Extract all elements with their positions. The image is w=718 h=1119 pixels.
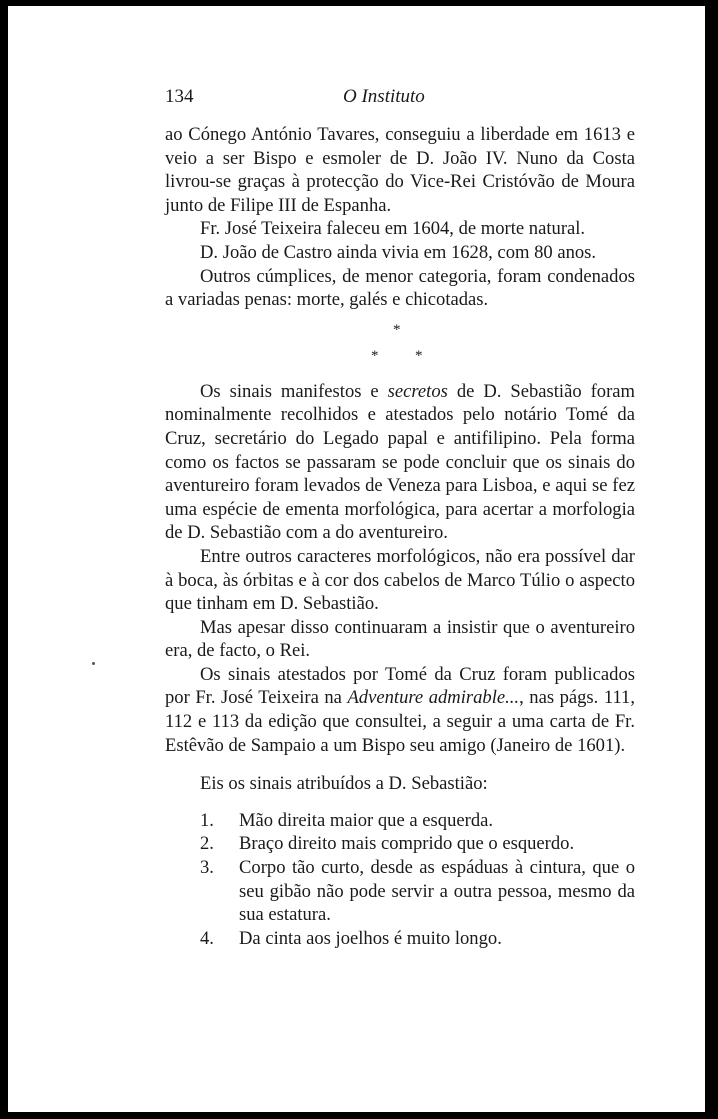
list-item-number: 2.: [200, 833, 214, 855]
section-asterism: [165, 312, 635, 380]
list-item: [165, 832, 635, 856]
paragraph-morphology: Entre outros caracteres morfológicos, não era possível dar à boca, às órbitas e à cor dos cabelos de Marco Túlio o aspecto que tinham em D. Sebastião.: [165, 545, 635, 615]
list-item-number: 4.: [200, 927, 214, 949]
asterism-star: *: [371, 347, 379, 364]
paragraph-published-rest: , nas págs. 111, 112 e 113 da edição que consultei, a seguir a uma carta de Fr. Estêvão de Sampaio a um Bispo seu amigo (Janeiro de 1601).: [165, 687, 635, 756]
paragraph-continuation: ao Cónego António Tavares, conseguiu a liberdade em 1613 e veio a ser Bispo e esmoler de D. João IV. Nuno da Costa livrou-se graças à protecção do Vice-Rei Cristóvão de Moura junto de Filipe III de Espanha.: [165, 124, 635, 216]
list-item-text: Braço direito mais comprido que o esquerdo.: [239, 833, 575, 855]
page-header: [165, 84, 635, 112]
list-item-number: 3.: [200, 857, 214, 879]
running-title: O Instituto: [343, 86, 425, 107]
italic-secretos: secretos: [387, 380, 448, 402]
signs-list: [165, 809, 635, 951]
paragraph-signs-rest: de D. Sebastião foram nominalmente recolhidos e atestados pelo notário Tomé da Cruz, secretário do Legado papal e antifilipino. Pela forma como os factos se passaram se pode concluir que os sinais do aventureiro foram levados de Veneza para Lisboa, e aqui se fez uma espécie de ementa morfológica, para acertar a morfologia de D. Sebastião com a do aventureiro.: [165, 380, 635, 544]
paragraph-signs: [165, 380, 635, 545]
list-item-text: Corpo tão curto, desde as espáduas à cintura, que o seu gibão não pode servir a outra pessoa, mesmo da sua estatura.: [239, 857, 635, 926]
scan-speck: [92, 662, 95, 665]
paragraph-teixeira-death: Fr. José Teixeira faleceu em 1604, de morte natural.: [200, 218, 586, 240]
paragraph-castro-alive: D. João de Castro ainda vivia em 1628, com 80 anos.: [200, 241, 597, 263]
asterism-star: *: [393, 321, 401, 338]
paragraph-signs-start: Os sinais manifestos e: [200, 380, 388, 402]
list-item: [165, 809, 635, 833]
paragraph-published: [165, 663, 635, 757]
list-item-text: Da cinta aos joelhos é muito longo.: [239, 927, 502, 949]
list-item: [165, 856, 635, 927]
list-intro: Eis os sinais atribuídos a D. Sebastião:: [200, 773, 488, 795]
asterism-star: *: [415, 347, 423, 364]
book-page: [8, 6, 705, 1112]
paragraph-accomplices: Outros cúmplices, de menor categoria, foram condenados a variadas penas: morte, galés e chicotadas.: [165, 265, 635, 311]
paragraph-insist: Mas apesar disso continuaram a insistir que o aventureiro era, de facto, o Rei.: [165, 616, 635, 662]
list-item-number: 1.: [200, 809, 214, 831]
body-text: [165, 123, 635, 950]
paragraph-published-start: Os sinais atestados por Tomé da Cruz foram publicados por Fr. José Teixeira na: [165, 663, 635, 709]
page-number: 134: [165, 86, 194, 107]
list-item-text: Mão direita maior que a esquerda.: [239, 809, 494, 831]
list-item: [165, 927, 635, 951]
italic-book-title: Adventure admirable...: [347, 687, 520, 709]
